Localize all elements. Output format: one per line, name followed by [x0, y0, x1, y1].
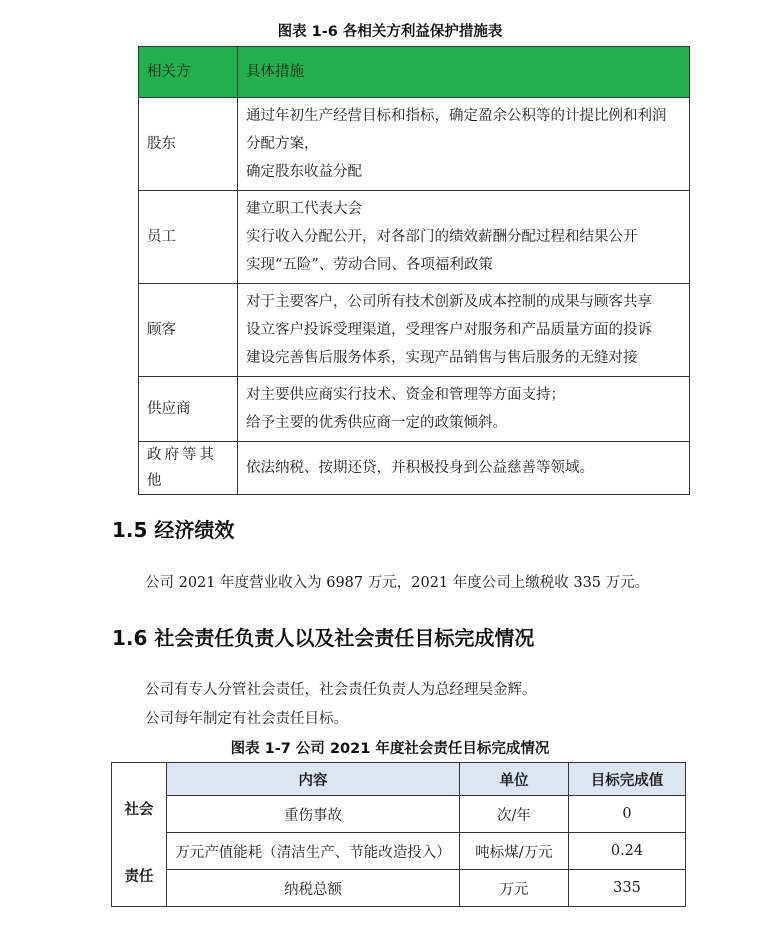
measures-cell: [238, 442, 690, 495]
table1-header-party: 相关方: [139, 47, 238, 98]
measure-line: 通过年初生产经营目标和指标，确定盈余公积等的计提比例和利润: [246, 108, 667, 124]
measure-line: 对主要供应商实行技术、资金和管理等方面支持；: [246, 387, 565, 403]
unit-cell: 吨标煤/万元: [460, 833, 569, 870]
table2-header-unit: 单位: [460, 763, 569, 796]
value-cell: 0: [569, 796, 686, 833]
party-cell: 政府等其他: [139, 442, 238, 495]
section-heading-economic-performance: 1.5 经济绩效: [112, 518, 235, 542]
responsibility-goal-text: 公司每年制定有社会责任目标。: [145, 711, 348, 727]
measure-line: 给予主要的优秀供应商一定的政策倾斜。: [246, 415, 507, 431]
measure-line: 对于主要客户，公司所有技术创新及成本控制的成果与顾客共享: [246, 294, 652, 310]
stakeholder-measures-table: [138, 46, 690, 495]
measure-line: 实行收入分配公开，对各部门的绩效薪酬分配过程和结果公开: [246, 229, 638, 245]
measure-line: 建立职工代表大会: [246, 201, 362, 217]
party-cell: 股东: [139, 98, 238, 191]
measure-line: 依法纳税、按期还贷，并积极投身到公益慈善等领域。: [246, 460, 594, 476]
measures-cell: [238, 191, 690, 284]
responsibility-person-text: 公司有专人分管社会责任，社会责任负责人为总经理吴金辉。: [145, 682, 537, 698]
side-label-top: 社会: [124, 801, 154, 818]
party-cell: 员工: [139, 191, 238, 284]
table1-header-row: [139, 47, 690, 98]
table-row: [112, 796, 686, 833]
unit-cell: 次/年: [460, 796, 569, 833]
table-row: [139, 377, 690, 442]
table2-header-value: 目标完成值: [569, 763, 686, 796]
measures-cell: [238, 377, 690, 442]
table-row: [112, 833, 686, 870]
measures-cell: [238, 284, 690, 377]
content-cell: 万元产值能耗（清洁生产、节能改造投入）: [167, 833, 460, 870]
table2-header-content: 内容: [167, 763, 460, 796]
party-cell: 供应商: [139, 377, 238, 442]
table-row: [139, 284, 690, 377]
unit-cell: 万元: [460, 870, 569, 907]
table-row: [139, 98, 690, 191]
table2-side-label: [112, 763, 167, 907]
measure-line: 实现“五险”、劳动合同、各项福利政策: [246, 257, 493, 273]
section-heading-social-responsibility: 1.6 社会责任负责人以及社会责任目标完成情况: [112, 626, 535, 650]
table2-header-row: [112, 763, 686, 796]
measures-cell: [238, 98, 690, 191]
content-cell: 重伤事故: [167, 796, 460, 833]
table-row: [139, 442, 690, 495]
table2-caption: 图表 1-7 公司 2021 年度社会责任目标完成情况: [230, 741, 550, 757]
economic-performance-text: 公司 2021 年度营业收入为 6987 万元，2021 年度公司上缴税收 335 万元。: [145, 575, 650, 591]
responsibility-goals-table: [111, 762, 686, 907]
table-row: [112, 870, 686, 907]
measure-line: 分配方案，: [246, 136, 319, 152]
value-cell: 335: [569, 870, 686, 907]
measure-line: 建设完善售后服务体系，实现产品销售与售后服务的无缝对接: [246, 350, 638, 366]
measure-line: 设立客户投诉受理渠道，受理客户对服务和产品质量方面的投诉: [246, 322, 652, 338]
content-cell: 纳税总额: [167, 870, 460, 907]
table1-caption: 图表 1-6 各相关方利益保护措施表: [277, 24, 503, 40]
table1-header-measures: 具体措施: [238, 47, 690, 98]
side-label-bottom: 责任: [124, 868, 154, 885]
party-cell: 顾客: [139, 284, 238, 377]
measure-line: 确定股东收益分配: [246, 164, 362, 180]
table-row: [139, 191, 690, 284]
value-cell: 0.24: [569, 833, 686, 870]
